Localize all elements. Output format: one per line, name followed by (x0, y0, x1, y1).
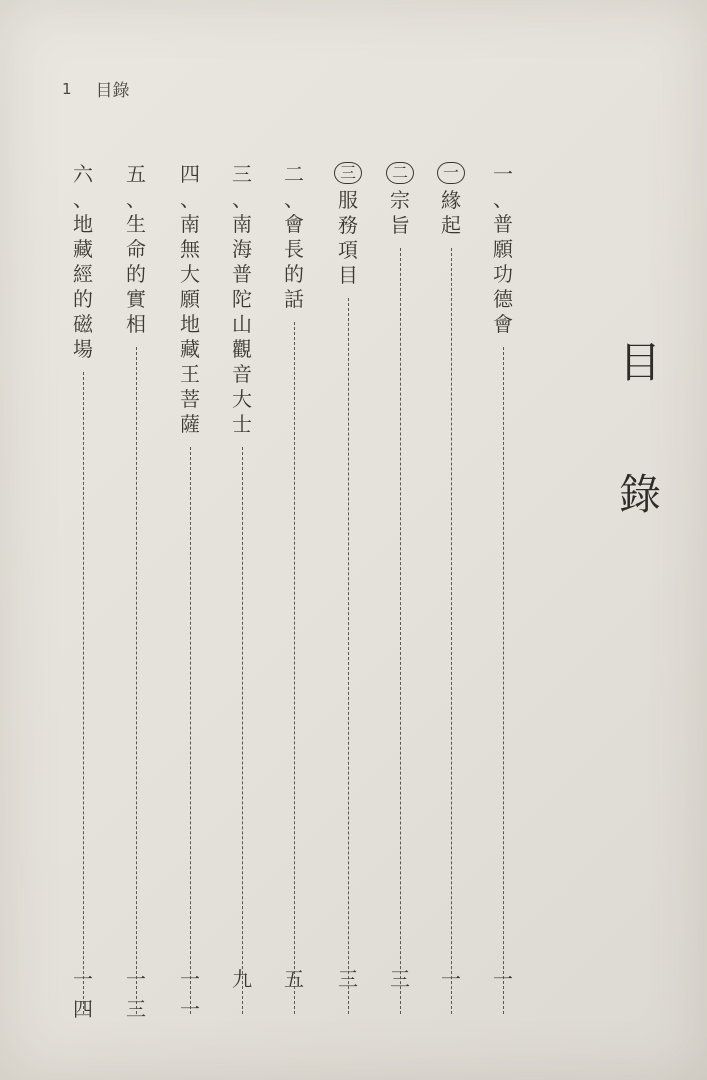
toc-entry[interactable] (63, 162, 103, 1022)
page-title-char-2: 錄 (618, 470, 661, 519)
toc-entry-title (490, 162, 516, 337)
title-char: 地 (180, 312, 200, 336)
toc-entry[interactable] (170, 162, 210, 1022)
section-marker: 五 (126, 162, 146, 186)
page-number-digit: 三 (126, 997, 146, 1021)
page-number-digit: 九 (232, 967, 252, 991)
title-char: 山 (232, 312, 252, 336)
toc-entry-title (281, 162, 307, 312)
title-char: 項 (338, 238, 358, 262)
title-char: 南 (180, 212, 200, 236)
page-number-digit: 一 (180, 997, 200, 1021)
toc-entry[interactable] (274, 162, 314, 1022)
dotted-leader (400, 248, 401, 1014)
toc-entry[interactable] (116, 162, 156, 1022)
title-char: 的 (284, 262, 304, 286)
title-char: 海 (232, 237, 252, 261)
section-marker: 、 (180, 187, 200, 211)
title-char: 命 (126, 237, 146, 261)
title-char: 觀 (232, 337, 252, 361)
toc-entry-title (386, 162, 414, 238)
page-number-digit: 一 (180, 967, 200, 991)
title-char: 旨 (390, 213, 410, 237)
running-title: 目錄 (95, 81, 130, 101)
toc-page-number (431, 968, 471, 990)
title-char: 大 (180, 262, 200, 286)
title-char: 願 (180, 287, 200, 311)
title-char: 士 (232, 412, 252, 436)
dotted-leader (190, 447, 191, 1014)
page-number: 1 (62, 79, 72, 98)
sub-item-marker: 三 (334, 162, 362, 184)
page-number-digit: 五 (284, 967, 304, 991)
title-char: 話 (284, 287, 304, 311)
toc-entry-title (177, 162, 203, 437)
title-char: 長 (284, 237, 304, 261)
title-char: 地 (73, 212, 93, 236)
page-number-digit: 三 (390, 967, 410, 991)
title-char: 服 (338, 188, 358, 212)
section-marker: 、 (284, 187, 304, 211)
section-marker: 三 (232, 162, 252, 186)
toc-page-number (380, 968, 420, 990)
dotted-leader (348, 298, 349, 1014)
toc-entry-title (70, 162, 96, 362)
title-char: 生 (126, 212, 146, 236)
title-char: 藏 (180, 337, 200, 361)
title-char: 菩 (180, 387, 200, 411)
title-char: 的 (126, 262, 146, 286)
title-char: 實 (126, 287, 146, 311)
toc-page-number (274, 968, 314, 990)
toc-page-number (222, 968, 262, 990)
title-char: 南 (232, 212, 252, 236)
page-number-digit: 一 (441, 967, 461, 991)
title-char: 宗 (390, 188, 410, 212)
title-char: 藏 (73, 237, 93, 261)
dotted-leader (242, 447, 243, 1014)
section-marker: 、 (493, 187, 513, 211)
dotted-leader (451, 248, 452, 1014)
dotted-leader (294, 322, 295, 1014)
title-char: 薩 (180, 412, 200, 436)
title-char: 的 (73, 287, 93, 311)
page-number-digit: 一 (126, 967, 146, 991)
toc-page-number (116, 968, 156, 1020)
section-marker: 六 (73, 162, 93, 186)
title-char: 會 (493, 312, 513, 336)
section-marker: 一 (493, 162, 513, 186)
title-char: 務 (338, 213, 358, 237)
dotted-leader (136, 347, 137, 1014)
title-char: 磁 (73, 312, 93, 336)
page-number-digit: 一 (493, 967, 513, 991)
title-char: 王 (180, 362, 200, 386)
toc-entry-title (334, 162, 362, 288)
title-char: 普 (232, 262, 252, 286)
section-marker: 四 (180, 162, 200, 186)
toc-entry-title (437, 162, 465, 238)
title-char: 無 (180, 237, 200, 261)
title-char: 會 (284, 212, 304, 236)
toc-page-number (63, 968, 103, 1020)
title-char: 普 (493, 212, 513, 236)
toc-page-number (483, 968, 523, 990)
title-char: 功 (493, 262, 513, 286)
toc-entry[interactable] (222, 162, 262, 1022)
section-marker: 、 (126, 187, 146, 211)
toc-page-number (328, 968, 368, 990)
toc-page-number (170, 968, 210, 1020)
title-char: 相 (126, 312, 146, 336)
dotted-leader (503, 347, 504, 1014)
section-marker: 、 (232, 187, 252, 211)
title-char: 目 (338, 263, 358, 287)
toc-entry[interactable] (380, 162, 420, 1022)
title-char: 緣 (441, 188, 461, 212)
section-marker: 、 (73, 187, 93, 211)
toc-entry[interactable] (328, 162, 368, 1022)
title-char: 場 (73, 337, 93, 361)
page-title-char-1: 目 (618, 338, 661, 387)
title-char: 大 (232, 387, 252, 411)
title-char: 音 (232, 362, 252, 386)
page-number-digit: 四 (73, 997, 93, 1021)
section-marker: 二 (284, 162, 304, 186)
toc-entry-title (123, 162, 149, 337)
toc-entry[interactable] (431, 162, 471, 1022)
toc-entry-title (229, 162, 255, 437)
dotted-leader (83, 372, 84, 1014)
toc-entry[interactable] (483, 162, 523, 1022)
title-char: 德 (493, 287, 513, 311)
sub-item-marker: 二 (386, 162, 414, 184)
page-number-digit: 三 (338, 967, 358, 991)
sub-item-marker: 一 (437, 162, 465, 184)
page-number-digit: 一 (73, 967, 93, 991)
title-char: 經 (73, 262, 93, 286)
title-char: 起 (441, 213, 461, 237)
title-char: 願 (493, 237, 513, 261)
title-char: 陀 (232, 287, 252, 311)
